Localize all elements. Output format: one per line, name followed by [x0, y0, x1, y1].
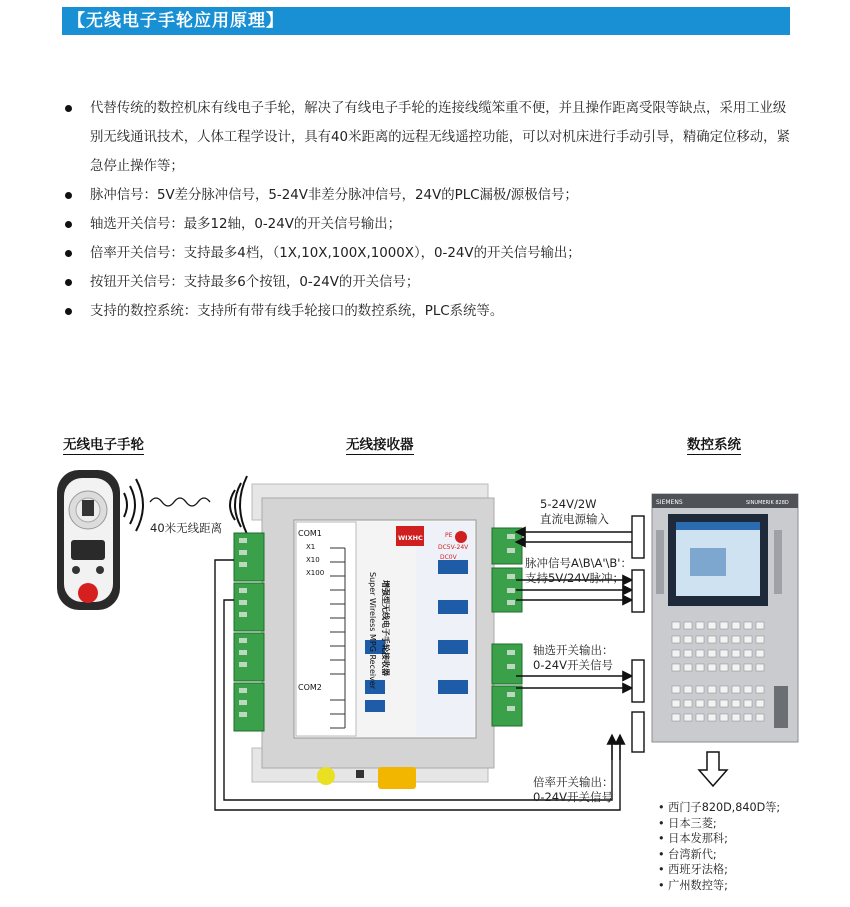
svg-text:WIXHC: WIXHC [398, 534, 423, 542]
list-item: • 西班牙法格; [658, 862, 780, 878]
receiver-name-en: Super Wireless MPG Receiver [368, 572, 377, 690]
down-arrow-icon [699, 752, 727, 786]
list-item: • 日本三菱; [658, 816, 780, 832]
feature-item: 支持的数控系统：支持所有带有线手轮接口的数控系统，PLC系统等。 [62, 297, 792, 326]
axis-label-2: 0-24V开关信号 [533, 658, 613, 672]
cnc-controller [652, 494, 798, 742]
svg-text:X10: X10 [306, 556, 320, 564]
cnc-model: SINUMERIK 828D [746, 500, 789, 506]
svg-text:PE: PE [445, 532, 453, 539]
svg-text:DC0V: DC0V [440, 554, 457, 561]
range-label: 40米无线距离 [150, 521, 223, 535]
svg-text:X100: X100 [306, 569, 325, 577]
handwheel-device [57, 470, 120, 610]
cnc-brand: SIEMENS [656, 499, 683, 506]
feature-item: 轴选开关信号：最多12轴，0-24V的开关信号输出； [62, 210, 792, 239]
list-item: • 日本发那科; [658, 831, 780, 847]
svg-text:DC5V-24V: DC5V-24V [438, 544, 469, 551]
svg-text:X1: X1 [306, 543, 316, 551]
receiver-title: 无线接收器 [346, 437, 414, 453]
power-label-2: 直流电源输入 [540, 512, 609, 526]
terminal-com1: COM1 [298, 529, 322, 538]
receiver-name-cn: 增强型无线电子手轮接收器 [381, 580, 390, 676]
section-title-banner: 【无线电子手轮应用原理】 [62, 7, 790, 35]
power-label-1: 5-24V/2W [540, 497, 597, 511]
pulse-label-1: 脉冲信号A\B\A'\B'： [525, 556, 632, 570]
emergency-stop-icon [78, 583, 98, 603]
feature-item: 脉冲信号：5V差分脉冲信号，5-24V非差分脉冲信号，24V的PLC漏极/源极信号； [62, 181, 792, 210]
rate-label-2: 0-24V开关信号 [533, 790, 613, 804]
supported-systems-list [658, 800, 780, 893]
feature-item: 代替传统的数控机床有线电子手轮，解决了有线电子手轮的连接线缆笨重不便，并且操作距离受限等缺点，采用工业级别无线通讯技术，人体工程学设计，具有40米距离的远程无线遥控功能，可以对机床进行手动引导，精确定位移动，紧急停止操作等； [62, 94, 792, 181]
handwheel-title: 无线电子手轮 [63, 437, 144, 453]
rate-label-1: 倍率开关输出： [533, 775, 614, 789]
feature-item: 倍率开关信号：支持最多4档，（1X,10X,100X,1000X），0-24V的开关信号输出； [62, 239, 792, 268]
axis-label-1: 轴选开关输出： [533, 643, 614, 657]
feature-item: 按钮开关信号：支持最多6个按钮，0-24V的开关信号； [62, 268, 792, 297]
list-item: • 西门子820D,840D等; [658, 800, 780, 816]
list-item: • 广州数控等; [658, 878, 780, 894]
terminal-com2: COM2 [298, 683, 322, 692]
list-item: • 台湾新代; [658, 847, 780, 863]
pulse-label-2: 支持5V/24V脉冲； [525, 571, 625, 585]
cnc-title: 数控系统 [687, 437, 741, 453]
